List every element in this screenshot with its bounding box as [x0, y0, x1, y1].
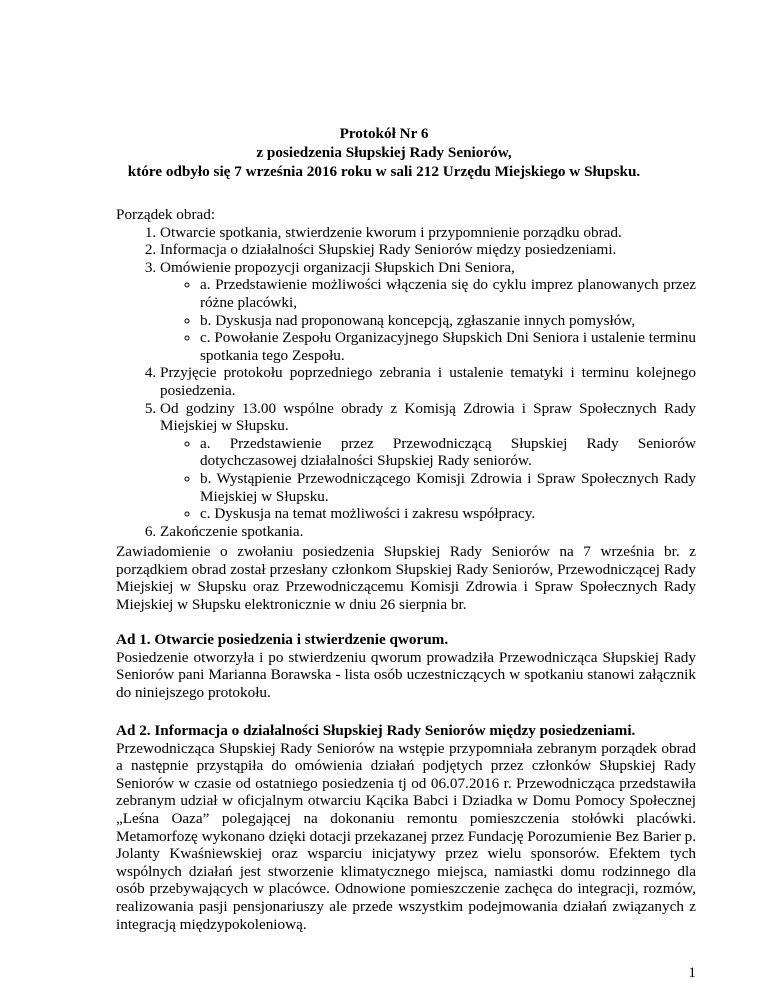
- agenda-item-3b: ◦ b. Dyskusja nad proponowaną koncepcją, zgłaszanie innych pomysłów,: [200, 312, 696, 330]
- agenda-item-5: 5. Od godziny 13.00 wspólne obrady z Komisją Zdrowia i Spraw Społecznych Rady Miejskiej w Słupsku. ◦ a. Przedstawienie przez Przewodniczącą Słupskiej Rady Seniorów dotychczasowej działalności Słupskiej Rady seniorów. ◦ b. Wystąpienie Przewodniczącego Komisji Zdrowia i Spraw Społecznych Rady Miejskiej w Słupsku. ◦ c. Dyskusja na temat możliwości i zakresu współpracy.: [160, 400, 696, 523]
- agenda-item-3a: ◦ a. Przedstawienie możliwości włączenia się do cyklu imprez planowanych przez różne placówki,: [200, 276, 696, 311]
- protocol-title: [0, 125, 768, 182]
- ad2-section: [116, 722, 696, 933]
- agenda-item-6: 6. Zakończenie spotkania.: [160, 523, 696, 541]
- ad1-heading: Ad 1. Otwarcie posiedzenia i stwierdzenie qworum.: [116, 631, 449, 648]
- ad1-body: Posiedzenie otworzyła i po stwierdzeniu qworum prowadziła Przewodnicząca Słupskiej Rady Seniorów pani Marianna Borawska - lista osób uczestniczących w spotkaniu stanowi załącznik do niniejszego protokołu.: [116, 648, 696, 701]
- agenda-item-1: 1. Otwarcie spotkania, stwierdzenie kworum i przypomnienie porządku obrad.: [160, 224, 696, 242]
- agenda-item-2: 2. Informacja o działalności Słupskiej Rady Seniorów między posiedzeniami.: [160, 241, 696, 259]
- agenda-section: [116, 206, 696, 540]
- ad2-body: Przewodnicząca Słupskiej Rady Seniorów na wstępie przypomniała zebranym porządek obrad a następnie przystąpiła do omówienia działań podjętych przez członków Słupskiej Rady Seniorów w czasie od ostatniego posiedzenia tj od 06.07.2016 r. Przewodnicząca przedstawiła zebranym udział w oficjalnym otwarciu Kącika Babci i Dziadka w Domu Pomocy Społecznej „Leśna Oaza” polegającej na dokonaniu remontu pomieszczenia stołówki placówki. Metamorfozę wykonano dzięki dotacji przekazanej przez Fundację Porozumienie Bez Barier p. Jolanty Kwaśniewskiej oraz wsparciu inicjatywy przez wielu sponsorów. Efektem tych wspólnych działań jest stworzenie klimatycznego miejsca, namiastki domu rodzinnego dla osób przebywających w placówce. Odnowione pomieszczenie zachęca do integracji, rozmów, realizowania pasji pensjonariuszy ale przede wszystkim podejmowania działań związanych z integracją międzypokoleniową.: [116, 739, 696, 933]
- agenda-item-5c: ◦ c. Dyskusja na temat możliwości i zakresu współpracy.: [200, 505, 696, 523]
- ad2-heading: Ad 2. Informacja o działalności Słupskiej Rady Seniorów między posiedzeniami.: [116, 722, 636, 739]
- notice-section: [116, 543, 696, 613]
- title-line-3: które odbyło się 7 września 2016 roku w sali 212 Urzędu Miejskiego w Słupsku.: [127, 163, 641, 180]
- agenda-item-5a: ◦ a. Przedstawienie przez Przewodniczącą Słupskiej Rady Seniorów dotychczasowej działalności Słupskiej Rady seniorów.: [200, 435, 696, 470]
- agenda-item-3: 3. Omówienie propozycji organizacji Słupskich Dni Seniora, ◦ a. Przedstawienie możliwości włączenia się do cyklu imprez planowanych przez różne placówki, ◦ b. Dyskusja nad proponowaną koncepcją, zgłaszanie innych pomysłów, ◦ c. Powołanie Zespołu Organizacyjnego Słupskich Dni Seniora i ustalenie terminu spotkania tego Zespołu.: [160, 259, 696, 365]
- page-number: 1: [688, 964, 696, 981]
- notice-paragraph: Zawiadomienie o zwołaniu posiedzenia Słupskiej Rady Seniorów na 7 września br. z porządkiem obrad został przesłany członkom Słupskiej Rady Seniorów, Przewodniczącej Rady Miejskiej w Słupsku oraz Przewodniczącemu Komisji Zdrowia i Spraw Społecznych Rady Miejskiej w Słupsku elektronicznie w dniu 26 sierpnia br.: [116, 543, 696, 613]
- agenda-item-5b: ◦ b. Wystąpienie Przewodniczącego Komisji Zdrowia i Spraw Społecznych Rady Miejskiej w Słupsku.: [200, 470, 696, 505]
- agenda-heading: Porządek obrad:: [116, 206, 216, 223]
- agenda-list: [116, 224, 696, 541]
- ad1-section: [116, 631, 696, 701]
- agenda-item-3-sublist: [160, 276, 696, 364]
- agenda-item-4: 4. Przyjęcie protokołu poprzedniego zebrania i ustalenie tematyki i terminu kolejnego posiedzenia.: [160, 364, 696, 399]
- title-line-1: Protokół Nr 6: [339, 125, 429, 142]
- agenda-item-3c: ◦ c. Powołanie Zespołu Organizacyjnego Słupskich Dni Seniora i ustalenie terminu spotkania tego Zespołu.: [200, 329, 696, 364]
- agenda-item-5-sublist: [160, 435, 696, 523]
- title-line-2: z posiedzenia Słupskiej Rady Seniorów,: [256, 144, 512, 161]
